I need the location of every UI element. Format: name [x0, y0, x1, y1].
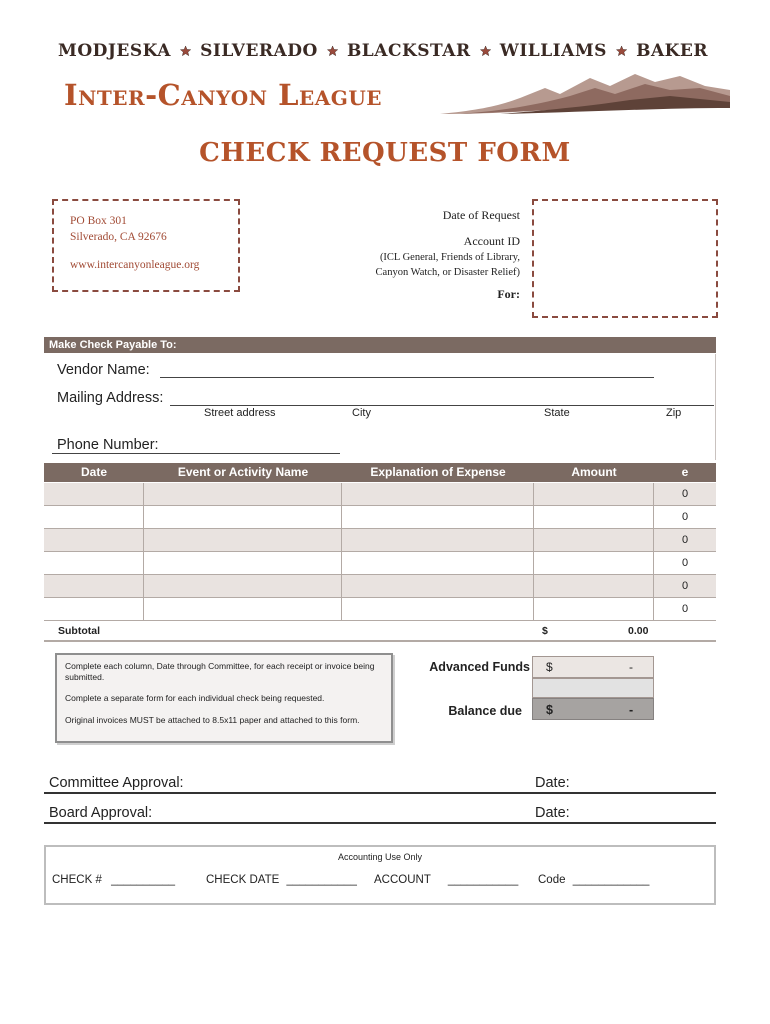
- explanation-cell[interactable]: [342, 598, 534, 620]
- star-icon: [616, 41, 627, 61]
- accounting-box: [44, 845, 716, 905]
- explanation-cell[interactable]: [342, 529, 534, 551]
- account-note-2: Canyon Watch, or Disaster Relief): [375, 267, 520, 278]
- check-date-blank: ___________: [286, 874, 357, 886]
- for-label: For:: [497, 287, 520, 301]
- expense-table-header: [44, 463, 716, 482]
- member-canyons: [58, 38, 708, 64]
- date-cell[interactable]: [44, 552, 144, 574]
- subtotal-currency: $: [542, 625, 548, 637]
- date-cell[interactable]: [44, 575, 144, 597]
- code-label: Code: [538, 874, 566, 886]
- amount-cell[interactable]: [534, 575, 654, 597]
- table-row: [44, 575, 716, 598]
- zip-label: Zip: [666, 407, 682, 419]
- explanation-cell[interactable]: [342, 552, 534, 574]
- instructions-box: [55, 653, 393, 743]
- star-icon: [327, 41, 338, 61]
- account-note-1: (ICL General, Friends of Library,: [379, 252, 520, 263]
- check-number-field[interactable]: [52, 874, 175, 886]
- amount-cell[interactable]: [534, 598, 654, 620]
- balance-value: -: [629, 703, 634, 717]
- account-label: ACCOUNT: [374, 874, 431, 886]
- advanced-value: -: [629, 660, 633, 674]
- col-date: Date: [80, 465, 107, 479]
- amount-cell[interactable]: [534, 552, 654, 574]
- code-blank: ____________: [572, 874, 650, 886]
- date-cell[interactable]: [44, 529, 144, 551]
- amount-cell[interactable]: [534, 506, 654, 528]
- table-row: [44, 598, 716, 621]
- explanation-cell[interactable]: [342, 506, 534, 528]
- street-address-label: Street address: [204, 407, 276, 419]
- canyon-williams: WILLIAMS: [499, 41, 607, 61]
- event-cell[interactable]: [144, 598, 342, 620]
- advanced-currency: $: [546, 660, 553, 674]
- board-approval-line[interactable]: [44, 822, 716, 824]
- phone-number-label: Phone Number:: [57, 437, 159, 453]
- instruction-2: Complete a separate form for each individual check being requested.: [65, 693, 325, 703]
- row-total-value: 0: [681, 534, 689, 546]
- funds-spacer: [532, 678, 654, 698]
- advanced-funds-label: Advanced Funds: [429, 660, 530, 674]
- amount-cell[interactable]: [534, 529, 654, 551]
- for-field[interactable]: [543, 284, 713, 314]
- subtotal-row: [44, 620, 716, 642]
- code-field[interactable]: [538, 874, 649, 886]
- form-title: CHECK REQUEST FORM: [199, 138, 571, 168]
- event-cell[interactable]: [144, 575, 342, 597]
- instruction-1: Complete each column, Date through Committee, for each receipt or invoice being submitted.: [65, 661, 375, 682]
- check-number-blank: __________: [111, 874, 176, 886]
- mailing-address-label: Mailing Address:: [57, 390, 164, 406]
- instruction-3: Original invoices MUST be attached to 8.5x11 paper and attached to this form.: [65, 715, 360, 725]
- table-row: [44, 552, 716, 575]
- account-id-field[interactable]: [543, 232, 713, 280]
- balance-due-label: Balance due: [448, 704, 522, 718]
- col-event: Event or Activity Name: [177, 465, 309, 479]
- canyon-baker: BAKER: [636, 41, 708, 61]
- col-e: e: [681, 465, 689, 479]
- event-cell[interactable]: [144, 552, 342, 574]
- date-of-request-label: Date of Request: [442, 208, 520, 222]
- amount-cell[interactable]: [534, 483, 654, 505]
- row-total-value: 0: [681, 557, 689, 569]
- vendor-name-label: Vendor Name:: [57, 362, 150, 378]
- canyon-modjeska: MODJESKA: [58, 41, 171, 61]
- committee-date-label: Date:: [535, 775, 570, 791]
- subtotal-label: Subtotal: [58, 625, 100, 637]
- account-id-label: Account ID: [463, 234, 520, 248]
- star-icon: [180, 41, 191, 61]
- vendor-name-input[interactable]: [160, 377, 654, 378]
- city-line: Silverado, CA 92676: [70, 231, 167, 243]
- event-cell[interactable]: [144, 483, 342, 505]
- row-total-value: 0: [681, 488, 689, 500]
- explanation-cell[interactable]: [342, 483, 534, 505]
- row-total-value: 0: [681, 603, 689, 615]
- accounting-title: Accounting Use Only: [337, 852, 423, 862]
- account-blank: ___________: [447, 874, 519, 886]
- table-row: [44, 529, 716, 552]
- league-title: Inter-Canyon League: [64, 78, 383, 112]
- payable-to-bar: Make Check Payable To:: [44, 337, 716, 353]
- address-box: [52, 199, 240, 292]
- canyon-blackstar: BLACKSTAR: [346, 41, 471, 61]
- committee-approval-label: Committee Approval:: [49, 775, 184, 791]
- col-amount: Amount: [571, 465, 617, 479]
- committee-approval-line[interactable]: [44, 792, 716, 794]
- board-approval-label: Board Approval:: [49, 805, 153, 821]
- account-field[interactable]: [374, 874, 518, 886]
- date-cell[interactable]: [44, 483, 144, 505]
- balance-currency: $: [546, 703, 553, 717]
- state-label: State: [544, 407, 570, 419]
- board-date-label: Date:: [535, 805, 570, 821]
- website-link[interactable]: www.intercanyonleague.org: [70, 259, 200, 271]
- check-date-label: CHECK DATE: [206, 874, 280, 886]
- mountains-logo-icon: [440, 66, 730, 116]
- explanation-cell[interactable]: [342, 575, 534, 597]
- date-of-request-field[interactable]: [543, 202, 713, 230]
- event-cell[interactable]: [144, 506, 342, 528]
- advanced-funds-field[interactable]: [532, 656, 654, 678]
- check-date-field[interactable]: [206, 874, 357, 886]
- star-icon: [480, 41, 491, 61]
- event-cell[interactable]: [144, 529, 342, 551]
- date-cell[interactable]: [44, 506, 144, 528]
- table-row: [44, 506, 716, 529]
- date-cell[interactable]: [44, 598, 144, 620]
- table-row: [44, 483, 716, 506]
- canyon-silverado: SILVERADO: [200, 41, 318, 61]
- phone-number-input[interactable]: [52, 453, 340, 454]
- subtotal-value: 0.00: [628, 625, 649, 637]
- balance-due-field[interactable]: [532, 698, 654, 720]
- check-number-label: CHECK #: [52, 874, 102, 886]
- col-explanation: Explanation of Expense: [370, 465, 506, 479]
- po-box: PO Box 301: [70, 215, 127, 227]
- row-total-value: 0: [681, 511, 689, 523]
- row-total-value: 0: [681, 580, 689, 592]
- city-label: City: [352, 407, 371, 419]
- mailing-address-input[interactable]: [170, 405, 714, 406]
